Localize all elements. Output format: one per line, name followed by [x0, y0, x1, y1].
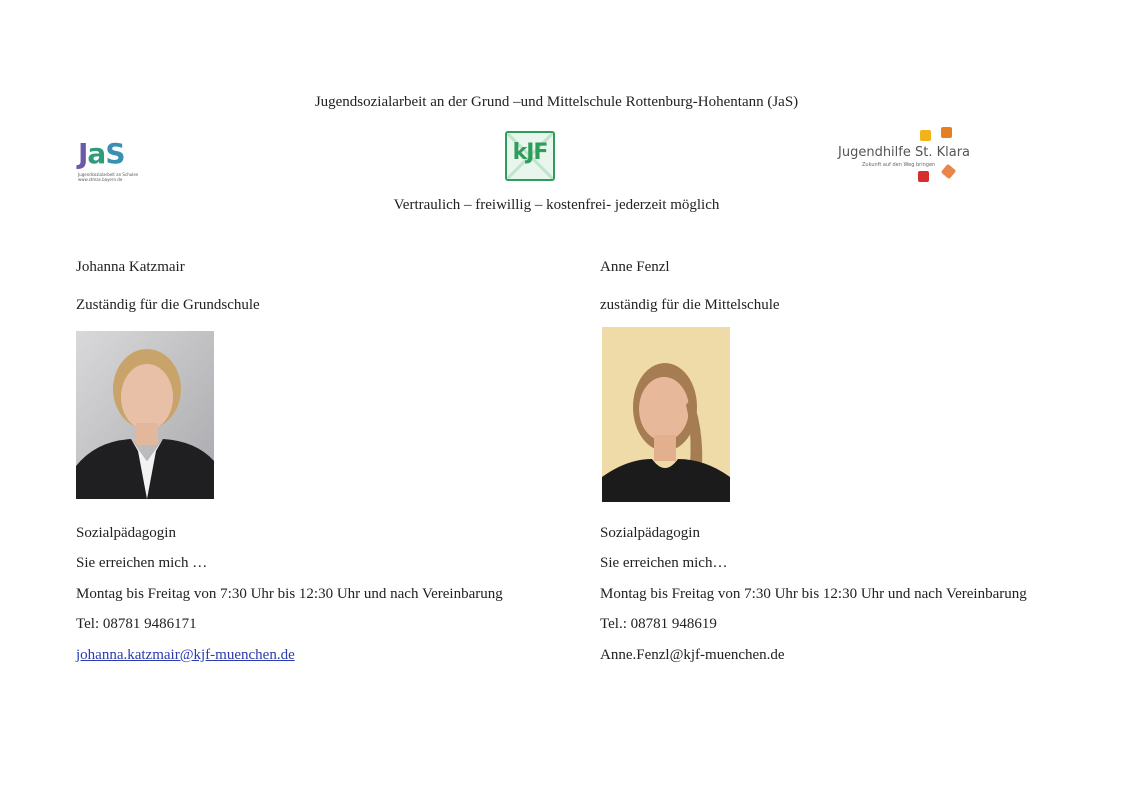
puzzle-piece-yellow-icon: [920, 130, 931, 141]
contact-phone: Tel: 08781 9486171: [76, 616, 197, 632]
jugendhilfe-logo-slogan: Zukunft auf den Weg bringen: [862, 162, 936, 168]
kjf-logo-wordmark: kJF: [512, 140, 548, 165]
contact-email-link[interactable]: johanna.katzmair@kjf-muenchen.de: [76, 647, 295, 663]
contact-role: Sozialpädagogin: [76, 525, 176, 541]
contact-phone: Tel.: 08781 948619: [600, 616, 717, 632]
puzzle-piece-orange-icon: [941, 127, 952, 138]
jugendhilfe-logo-name: Jugendhilfe St. Klara: [838, 145, 971, 160]
jugendhilfe-logo: [838, 126, 971, 186]
tagline: Vertraulich – freiwillig – kostenfrei- jederzeit möglich: [393, 197, 720, 213]
contact-name: Anne Fenzl: [600, 259, 670, 275]
contact-responsibility: Zuständig für die Grundschule: [76, 297, 260, 313]
kjf-logo: [505, 131, 555, 181]
jas-logo: [76, 139, 148, 187]
jas-logo-subtitle: Jugendsozialarbeit an Schulen www.stmas.bayern.de: [78, 172, 139, 182]
contact-photo: [76, 331, 214, 499]
contact-photo: [602, 327, 730, 502]
jas-logo-wordmark: JaS: [78, 137, 125, 170]
contact-reach-text: Sie erreichen mich…: [600, 555, 728, 571]
page-title: Jugendsozialarbeit an der Grund –und Mittelschule Rottenburg-Hohentann (JaS): [314, 94, 799, 110]
contact-responsibility: zuständig für die Mittelschule: [600, 297, 780, 313]
puzzle-piece-red-icon: [918, 171, 929, 182]
contact-hours: Montag bis Freitag von 7:30 Uhr bis 12:30 Uhr und nach Vereinbarung: [600, 586, 1027, 602]
contact-email: Anne.Fenzl@kjf-muenchen.de: [600, 647, 785, 663]
contact-hours: Montag bis Freitag von 7:30 Uhr bis 12:30 Uhr und nach Vereinbarung: [76, 586, 503, 602]
contact-role: Sozialpädagogin: [600, 525, 700, 541]
puzzle-piece-peach-icon: [941, 164, 956, 179]
contact-reach-text: Sie erreichen mich …: [76, 555, 208, 571]
contact-name: Johanna Katzmair: [76, 259, 185, 275]
